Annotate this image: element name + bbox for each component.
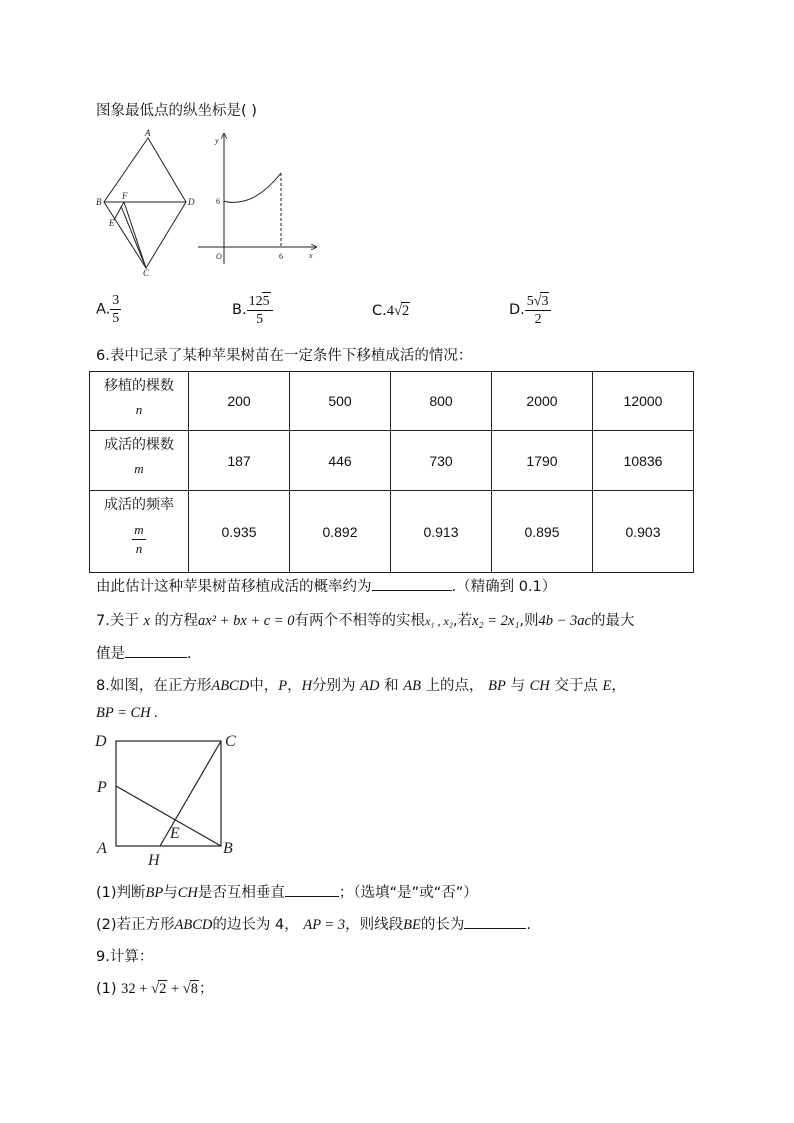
answer-blank[interactable] (372, 576, 452, 591)
table-row-header: 移植的棵数 n (90, 372, 189, 431)
segment-fc (124, 202, 146, 268)
square-label-b: B (223, 840, 233, 857)
x-axis-label: x (309, 251, 313, 260)
q8-part1: (1)判断BP与CH是否互相垂直 ；（选填“是”或“否”） (96, 881, 478, 902)
q9-stem: 9.计算： (96, 949, 154, 965)
table-cell: 2000 (492, 372, 593, 431)
table-row-header: 成活的频率 $\frac{m}{n}$ (90, 491, 189, 573)
table-cell: 730 (391, 431, 492, 491)
segment-ec (121, 206, 146, 268)
square-figure (92, 728, 252, 868)
square-label-e: E (170, 825, 180, 842)
table-cell: 0.895 (492, 491, 593, 573)
x-tick-label: 6 (279, 252, 283, 261)
rhombus-label-d: D (188, 197, 195, 207)
q7-line1: 7.关于 x 的方程ax² + bx + c = 0有两个不相等的实根x₁ , x₂,若x₂ = 2x₁,则4b − 3ac的最大 (96, 613, 635, 629)
table-cell: 0.913 (391, 491, 492, 573)
function-graph (194, 128, 324, 268)
table-row (90, 491, 694, 573)
option-d: D. $\frac{5√3}{2}$ (509, 292, 551, 328)
q6-stem: 6.表中记录了某种苹果树苗在一定条件下移植成活的情况： (96, 348, 473, 364)
table-cell: 0.935 (189, 491, 290, 573)
answer-blank[interactable] (464, 914, 526, 929)
table-cell: 1790 (492, 431, 593, 491)
q7-line2: 值是 . (96, 642, 192, 663)
q6-conclusion: 由此估计这种苹果树苗移植成活的概率约为 .（精确到 0.1） (96, 575, 556, 596)
table-cell: 446 (290, 431, 391, 491)
y-axis-label: y (215, 136, 219, 145)
table-cell: 500 (290, 372, 391, 431)
answer-blank[interactable] (125, 643, 187, 658)
rhombus-label-b: B (96, 197, 102, 207)
table-cell: 0.892 (290, 491, 391, 573)
table-cell: 200 (189, 372, 290, 431)
table-row-header: 成活的棵数 m (90, 431, 189, 491)
table-cell: 10836 (593, 431, 694, 491)
rhombus-figure (94, 128, 204, 278)
table-cell: 0.903 (593, 491, 694, 573)
graph-curve (224, 173, 281, 202)
segment-bp (116, 786, 221, 846)
rhombus-label-e: E (109, 218, 115, 228)
q9-part1: (1) 32 + √2 + √8； (96, 981, 214, 997)
q5-stem-tail: 图象最低点的纵坐标是( ) (96, 103, 257, 119)
option-a: A. $\frac{3}{5}$ (96, 293, 120, 326)
table-cell: 187 (189, 431, 290, 491)
square-label-d: D (95, 733, 107, 750)
option-b: B. $\frac{125}{5}$ (232, 292, 273, 328)
q8-line2: BP = CH . (96, 705, 158, 721)
y-tick-label: 6 (216, 197, 220, 206)
square-label-c: C (225, 733, 236, 750)
transplant-table (89, 371, 694, 573)
rhombus-label-a: A (145, 128, 151, 138)
origin-label: O (216, 252, 222, 261)
square-label-a: A (97, 840, 107, 857)
rhombus-label-c: C (143, 268, 150, 278)
table-cell: 12000 (593, 372, 694, 431)
square-label-p: P (97, 779, 107, 796)
square-label-h: H (148, 852, 160, 868)
table-row (90, 431, 694, 491)
answer-blank[interactable] (285, 882, 339, 897)
table-row (90, 372, 694, 431)
q8-line1: 8.如图，在正方形ABCD中，P，H分别为 AD 和 AB 上的点， BP 与 CH 交于点 E， (96, 678, 626, 694)
rhombus-label-f: F (122, 191, 128, 201)
q8-part2: (2)若正方形ABCD的边长为 4， AP = 3，则线段BE的长为 . (96, 913, 531, 934)
table-cell: 800 (391, 372, 492, 431)
option-c: C.4√2 (372, 303, 410, 319)
